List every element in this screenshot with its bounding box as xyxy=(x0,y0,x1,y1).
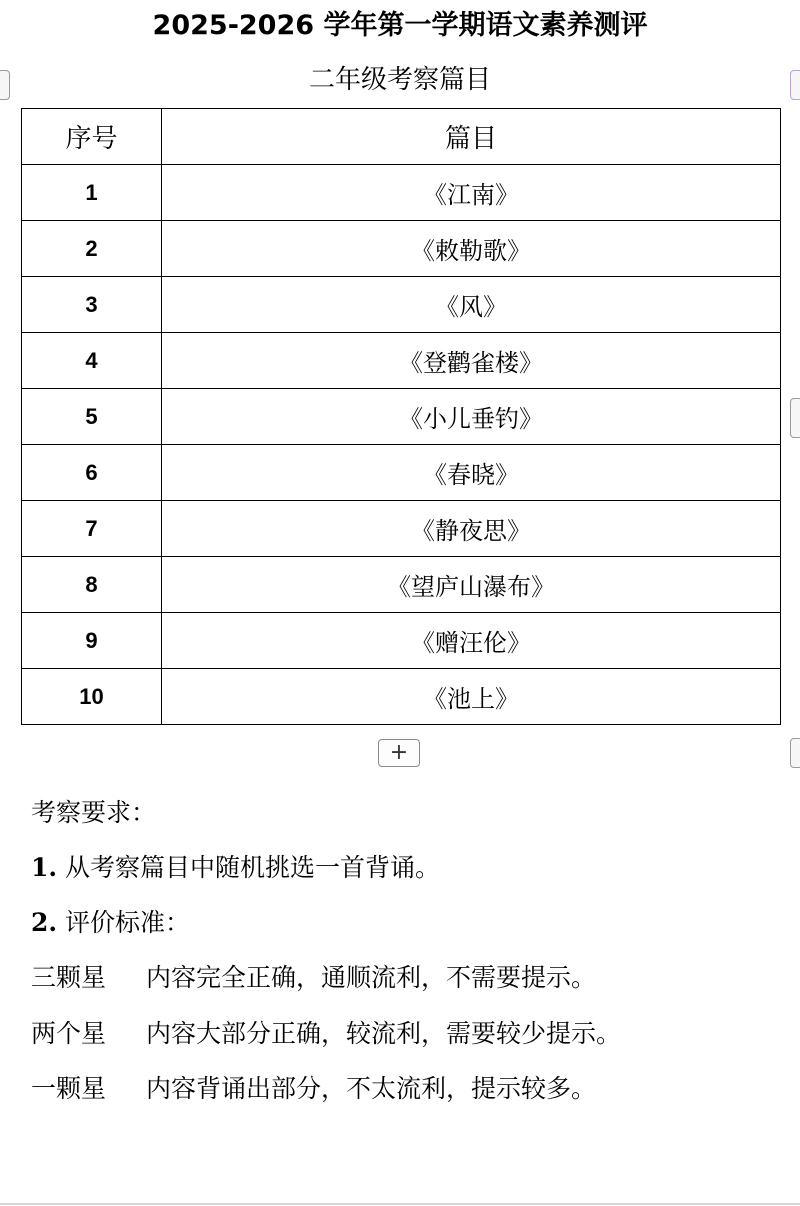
table-row xyxy=(22,557,781,613)
requirements-heading: 考察要求： xyxy=(31,798,157,827)
requirement-item-2-number: 2. xyxy=(31,908,58,937)
row-title: 《赠汪伦》 xyxy=(162,613,781,669)
rating-two-stars xyxy=(31,1017,621,1051)
row-number: 1 xyxy=(22,165,162,221)
table-row xyxy=(22,669,781,725)
requirement-item-1 xyxy=(31,851,440,885)
left-margin-handle[interactable] xyxy=(0,70,10,100)
row-title: 《登鹳雀楼》 xyxy=(162,333,781,389)
row-title: 《江南》 xyxy=(162,165,781,221)
table-row xyxy=(22,277,781,333)
requirement-item-2-text: 评价标准： xyxy=(57,908,191,937)
table-row xyxy=(22,445,781,501)
row-title: 《春晓》 xyxy=(162,445,781,501)
right-margin-handle-middle[interactable] xyxy=(790,398,800,438)
rating-description: 内容完全正确，通顺流利，不需要提示。 xyxy=(146,963,597,992)
page-title: 2025-2026 学年第一学期语文素养测评 xyxy=(152,10,648,41)
header-title: 篇目 xyxy=(162,109,781,165)
poem-list-table xyxy=(21,108,781,725)
table-subtitle: 二年级考察篇目 xyxy=(308,65,491,95)
rating-description: 内容背诵出部分，不太流利，提示较多。 xyxy=(146,1074,597,1103)
right-margin-handle-bottom[interactable] xyxy=(790,738,800,768)
row-number: 4 xyxy=(22,333,162,389)
rating-name: 三颗星 xyxy=(31,963,107,992)
right-margin-handle-top[interactable] xyxy=(790,70,800,100)
row-title: 《静夜思》 xyxy=(162,501,781,557)
row-number: 9 xyxy=(22,613,162,669)
table-header-row xyxy=(22,109,781,165)
rating-one-star xyxy=(31,1072,596,1106)
table-row xyxy=(22,221,781,277)
row-title: 《望庐山瀑布》 xyxy=(162,557,781,613)
requirement-item-2 xyxy=(31,906,190,940)
row-title: 《敕勒歌》 xyxy=(162,221,781,277)
table-row xyxy=(22,333,781,389)
row-number: 7 xyxy=(22,501,162,557)
header-number: 序号 xyxy=(22,109,162,165)
table-row xyxy=(22,165,781,221)
row-number: 10 xyxy=(22,669,162,725)
add-row-button[interactable]: + xyxy=(378,739,420,767)
page-bottom-divider xyxy=(0,1203,800,1205)
row-title: 《池上》 xyxy=(162,669,781,725)
rating-description: 内容大部分正确，较流利，需要较少提示。 xyxy=(146,1019,622,1048)
row-number: 2 xyxy=(22,221,162,277)
requirement-item-1-number: 1. xyxy=(31,853,58,882)
row-number: 6 xyxy=(22,445,162,501)
row-number: 3 xyxy=(22,277,162,333)
row-title: 《小儿垂钓》 xyxy=(162,389,781,445)
row-number: 8 xyxy=(22,557,162,613)
rating-name: 两个星 xyxy=(31,1019,107,1048)
rating-name: 一颗星 xyxy=(31,1074,107,1103)
table-row xyxy=(22,501,781,557)
row-title: 《风》 xyxy=(162,277,781,333)
rating-three-stars xyxy=(31,961,596,995)
row-number: 5 xyxy=(22,389,162,445)
table-row xyxy=(22,613,781,669)
table-row xyxy=(22,389,781,445)
requirement-item-1-text: 从考察篇目中随机挑选一首背诵。 xyxy=(57,853,441,882)
